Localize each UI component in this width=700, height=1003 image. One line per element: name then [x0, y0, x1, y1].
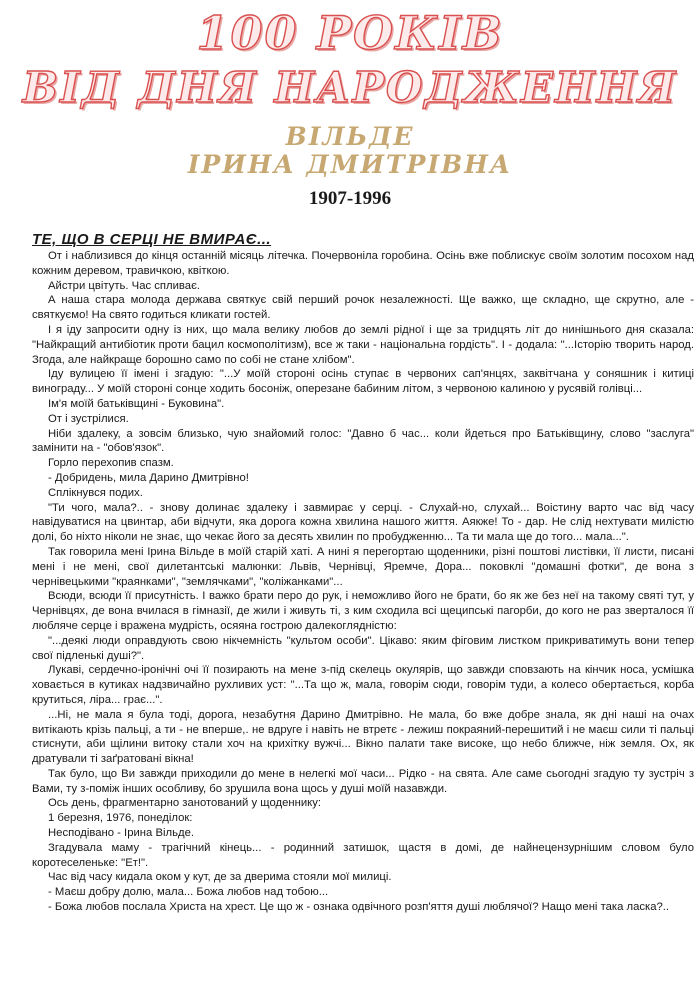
paragraph: Несподівано - Ірина Вільде. — [48, 827, 194, 840]
author-surname: ВІЛЬДЕ — [285, 122, 415, 151]
paragraph: ...Ні, не мала я була тоді, дорога, незабутня Дарино Дмитрівно. Не мала, бо вже добре знала, як дні наші на очах витікають крізь пальці, а ти - не вперше,. не вдруге і навіть не втретє - лежиш покраяний-перешитий і не маєш сили ті пальці стиснути, аби щілини витоку стали хоч на крихітку вужчі... Вікно палати таке високе, що небо ближче, ніж земля. Ох, як дратували ті заґратовані вікна! — [32, 708, 694, 766]
article-body — [32, 249, 694, 915]
paragraph: Всюди, всюди її присутність. І важко брати перо до рук, і неможливо його не брати, бо як же без неї на такому святі тут, у Чернівцях, де вона вчилася в гімназії, де жили і живуть ті, з ким сходила всі щеципські пагорби, до кого не раз зверталося її любляче серце і вражена мудрість, осяяна гострою далекоглядністю: — [32, 590, 694, 632]
paragraph: Час від часу кидала оком у кут, де за дверима стояли мої милиці. — [48, 871, 392, 884]
paragraph: Горло перехопив спазм. — [48, 457, 174, 470]
anniversary-title-line-2: ВІД ДНЯ НАРОДЖЕННЯ — [22, 63, 678, 112]
life-years: 1907-1996 — [308, 188, 392, 209]
paragraph: Ім'я моїй батьківщині - Буковина". — [48, 397, 225, 410]
paragraph: Так було, що Ви завжди приходили до мене в нелегкі мої часи... Рідко - на свята. Але саме сьогодні згадую ту зустріч з Вами, ту з-поміж інших особливу, бо зрушила вона щось у душі моїй назавжди. — [32, 767, 694, 795]
article-heading: ТЕ, ЩО В СЕРЦІ НЕ ВМИРАЄ... — [32, 231, 272, 248]
paragraph: Іду вулицею її імені і згадую: "...У моїй стороні осінь ступає в червоних сап'янцях, заквітчана у соняшник і китиці винограду... У моїй стороні сонце ходить босоніж, оперезане бабиним літом, з червоною калиною у русявій голівці... — [32, 368, 694, 396]
paragraph: Ось день, фрагментарно занотований у щоденнику: — [48, 797, 322, 810]
paragraph: І я іду запросити одну із них, що мала велику любов до землі рідної і ще за тридцять літ до нинішнього дня сказала: "Найкращий антибіотик проти бацил космополітизм), все ж таки - національна гордість". І - додала: "...Історію творить народ. Згода, але найкраще борошно само по собі не стане хлібом". — [32, 323, 694, 366]
paragraph: От і зустрілися. — [48, 412, 129, 425]
paragraph: "...деякі люди оправдують свою нікчемність "культом особи". Цікаво: яким фіговим листком прикриватимуть вони тепер свої підленькі душі?". — [32, 634, 694, 662]
paragraph: 1 березня, 1976, понеділок: — [48, 812, 193, 825]
paragraph: - Добридень, мила Дарино Дмитрівно! — [48, 471, 249, 484]
paragraph: От і наблизився до кінця останній місяць літечка. Почервоніла горобина. Осінь вже поблискує своїм золотим посохом над кожним деревом, травичкою, квіткою. — [32, 250, 694, 277]
paragraph: "Ти чого, мала?.. - знову долинає здалеку і завмирає у серці. - Слухай-но, слухай... Воістину варто час від часу навідуватися на цвинтар, аби відчути, яка дорога кожна хвилина нашого життя. Аякже! То - дар. Не слід нехтувати милістю долі, бо ніхто ніколи не знає, що чекає його за десять хвилин по пробудженню... Та ти мала ще до того... мала...". — [32, 501, 694, 544]
author-given-names: ІРИНА ДМИТРІВНА — [187, 150, 513, 179]
paragraph: - Маєш добру долю, мала... Божа любов над тобою... — [48, 886, 329, 899]
paragraph: Так говорила мені Ірина Вільде в моїй старій хаті. А нині я перегортаю щоденники, різні поштові листівки, її листи, писані мені і не мені, свої дилетантські малюнки: Львів, Чернівці, Яремче, Дора... поковклі "домашні фотки", де вона з чернівецькими "краянками", "землячками", "коліжанками"... — [32, 545, 694, 588]
paragraph: Айстри цвітуть. Час спливає. — [48, 279, 200, 292]
paragraph: Ніби здалеку, а зовсім близько, чую знайомий голос: "Давно б час... коли йдеться про Батьківщину, слово "заслуга" замінити на - "обов'язок". — [32, 427, 694, 455]
anniversary-title-line-1: 100 РОКІВ — [196, 6, 504, 60]
paragraph: Лукаві, сердечно-іронічні очі її позирають на мене з-під скелець окулярів, що завжди сповзають на кінчик носа, усмішка ховається в кутиках надзвичайно рухливих уст: "...Та що ж, мала, говорім сюди, говорім туди, а колесо обертається, корба крутиться, ліра... грає...". — [32, 664, 694, 706]
paragraph: Сплікнувся подих. — [48, 486, 143, 499]
paragraph: А наша стара молода держава святкує свій перший рочок незалежності. Ще важко, ще складно, ще скрутно, але - святкуємо! На свято годиться кликати гостей. — [32, 294, 694, 322]
paragraph: - Божа любов послала Христа на хрест. Це що ж - ознака одвічного розп'яття душі люблячої? Нащо мені така ласка?.. — [48, 901, 670, 914]
paragraph: Згадувала маму - трагічний кінець... - родинний затишок, щастя в домі, де найнецензурнішим словом було коротеселеньке: "Ет!". — [32, 841, 694, 869]
